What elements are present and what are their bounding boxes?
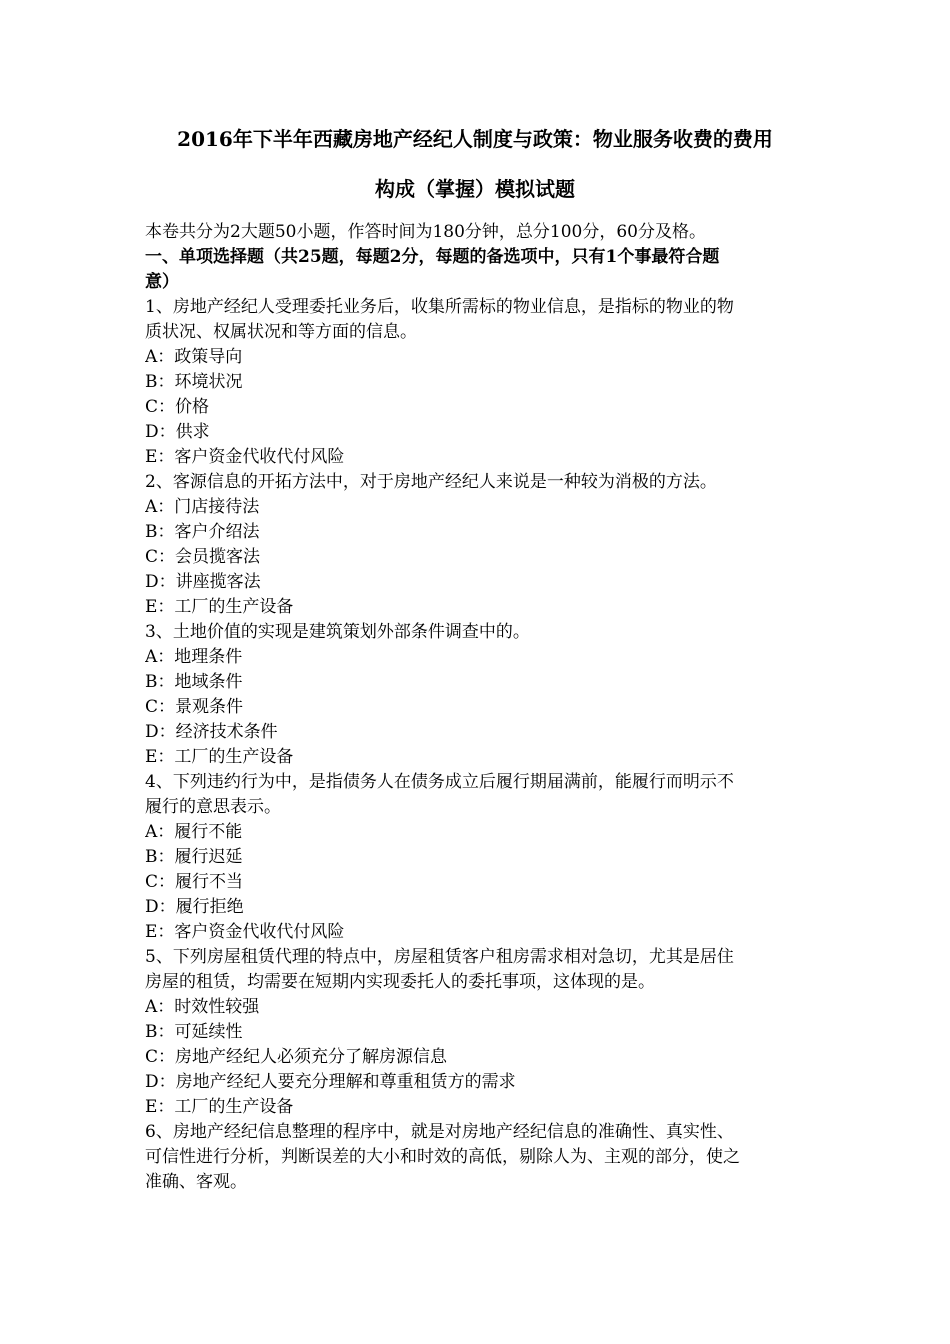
question-3-option-e: E：工厂的生产设备 [145,747,294,767]
question-4-option-b: B：履行迟延 [145,847,243,867]
question-6-text-end: 准确、客观。 [145,1172,247,1192]
question-1-option-d: D：供求 [145,422,210,442]
question-5-option-a: A：时效性较强 [145,997,260,1017]
exam-intro: 本卷共分为2大题50小题，作答时间为180分钟，总分100分，60分及格。 [145,222,706,242]
question-3-text: 3、土地价值的实现是建筑策划外部条件调查中的。 [145,622,530,642]
question-3-option-c: C：景观条件 [145,697,244,717]
question-1-text: 1、房地产经纪人受理委托业务后，收集所需标的物业信息，是指标的物业的物 [145,297,734,317]
question-2-option-b: B：客户介绍法 [145,522,260,542]
question-2-option-e: E：工厂的生产设备 [145,597,294,617]
question-2-text: 2、客源信息的开拓方法中，对于房地产经纪人来说是一种较为消极的方法。 [145,472,717,492]
question-4-text-continued: 履行的意思表示。 [145,797,281,817]
document-title-line-1: 2016年下半年西藏房地产经纪人制度与政策：物业服务收费的费用 [177,127,773,151]
question-1-option-b: B：环境状况 [145,372,243,392]
question-3-option-d: D：经济技术条件 [145,722,278,742]
question-4-option-d: D：履行拒绝 [145,897,244,917]
question-3-option-a: A：地理条件 [145,647,243,667]
question-2-option-c: C：会员揽客法 [145,547,261,567]
document-title-line-2: 构成（掌握）模拟试题 [375,177,575,201]
question-5-option-d: D：房地产经纪人要充分理解和尊重租赁方的需求 [145,1072,516,1092]
question-5-option-b: B：可延续性 [145,1022,243,1042]
question-4-option-c: C：履行不当 [145,872,244,892]
question-2-option-a: A：门店接待法 [145,497,260,517]
question-5-option-e: E：工厂的生产设备 [145,1097,294,1117]
question-3-option-b: B：地域条件 [145,672,243,692]
question-5-text-continued: 房屋的租赁，均需要在短期内实现委托人的委托事项，这体现的是。 [145,972,655,992]
question-4-option-a: A：履行不能 [145,822,243,842]
question-5-option-c: C：房地产经纪人必须充分了解房源信息 [145,1047,448,1067]
question-2-option-d: D：讲座揽客法 [145,572,261,592]
document-body [145,220,815,1195]
question-4-text: 4、下列违约行为中，是指债务人在债务成立后履行期届满前，能履行而明示不 [145,772,734,792]
question-4-option-e: E：客户资金代收代付风险 [145,922,345,942]
question-1-option-e: E：客户资金代收代付风险 [145,447,345,467]
section-heading: 一、单项选择题（共25题，每题2分，每题的备选项中，只有1个事最符合题 [145,247,720,267]
question-1-option-a: A：政策导向 [145,347,243,367]
section-heading-continued: 意） [145,272,179,292]
question-6-text-continued: 可信性进行分析，判断误差的大小和时效的高低，剔除人为、主观的部分，使之 [145,1147,740,1167]
question-1-option-c: C：价格 [145,397,210,417]
question-5-text: 5、下列房屋租赁代理的特点中，房屋租赁客户租房需求相对急切，尤其是居住 [145,947,734,967]
question-1-text-continued: 质状况、权属状况和等方面的信息。 [145,322,417,342]
question-6-text: 6、房地产经纪信息整理的程序中，就是对房地产经纪信息的准确性、真实性、 [145,1122,734,1142]
